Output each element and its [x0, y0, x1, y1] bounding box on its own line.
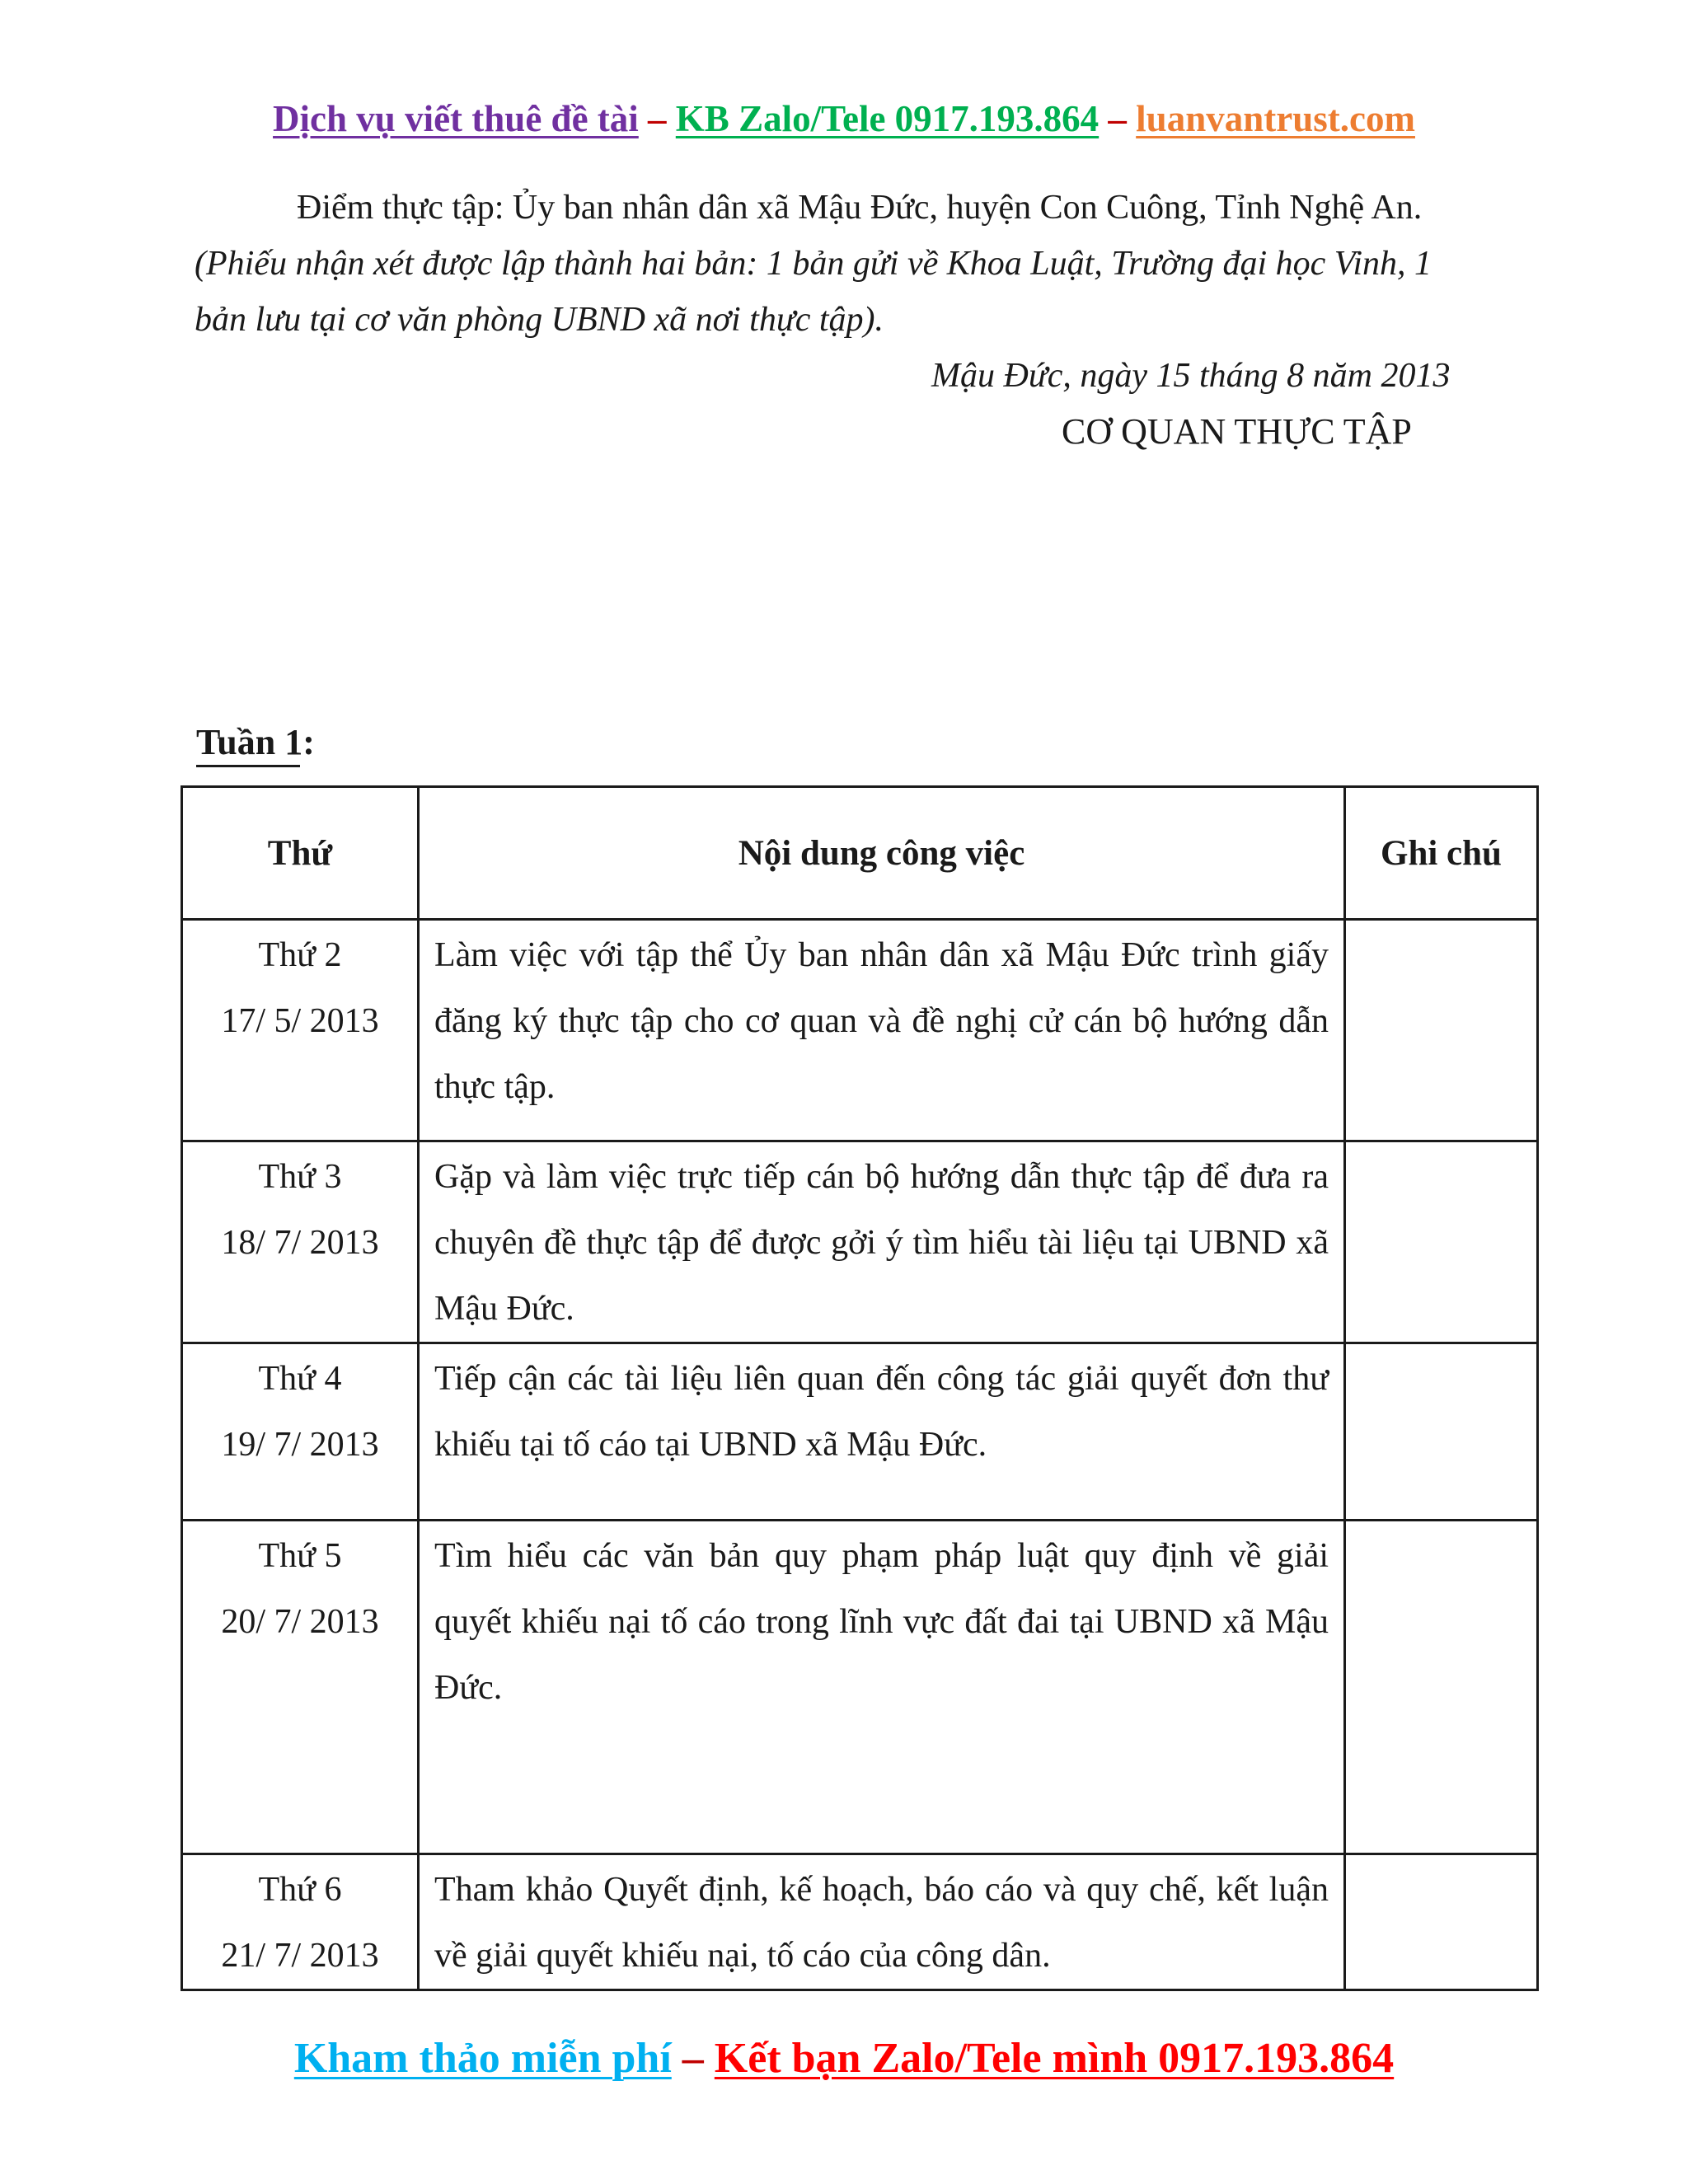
- table-row: [182, 1854, 1538, 1990]
- weekday: Thứ 4: [258, 1360, 342, 1398]
- work-content: Làm việc với tập thể Ủy ban nhân dân xã Mậu Đức trình giấy đăng ký thực tập cho cơ quan và đề nghị cử cán bộ hướng dẫn thực tập.: [419, 920, 1345, 1141]
- header-content: Nội dung công việc: [419, 787, 1345, 920]
- weekday: Thứ 2: [258, 936, 342, 974]
- table-row: [182, 1343, 1538, 1521]
- day-cell: [182, 1521, 419, 1854]
- intern-place-text: Điểm thực tập: Ủy ban nhân dân xã Mậu Đức, huyện Con Cuông, Tỉnh Nghệ An.: [297, 189, 1423, 227]
- table-row: [182, 1521, 1538, 1854]
- contact-link[interactable]: KB Zalo/Tele 0917.193.864: [675, 98, 1100, 139]
- weekday: Thứ 5: [258, 1537, 342, 1575]
- place-date-line: Mậu Đức, ngày 15 tháng 8 năm 2013: [931, 357, 1451, 395]
- add-friend-link[interactable]: Kết bạn Zalo/Tele mình 0917.193.864: [714, 2035, 1395, 2082]
- weekly-schedule-table: [181, 785, 1539, 1991]
- note-cell: [1345, 1141, 1538, 1343]
- header-day: Thứ: [182, 787, 419, 920]
- note-cell: [1345, 920, 1538, 1141]
- agency-signature-title: CƠ QUAN THỰC TẬP: [1062, 411, 1412, 452]
- date: 18/ 7/ 2013: [221, 1224, 379, 1262]
- banner-separator: –: [671, 2035, 715, 2082]
- table-header-row: [182, 787, 1538, 920]
- table-row: [182, 1141, 1538, 1343]
- note-cell: [1345, 1343, 1538, 1521]
- table-row: [182, 920, 1538, 1141]
- copies-note-line-2: bản lưu tại cơ văn phòng UBND xã nơi thực tập).: [195, 301, 884, 339]
- work-content: Gặp và làm việc trực tiếp cán bộ hướng dẫn thực tập để đưa ra chuyên đề thực tập để được gởi ý tìm hiểu tài liệu tại UBND xã Mậu Đức.: [419, 1141, 1345, 1343]
- weekday: Thứ 6: [258, 1871, 342, 1909]
- note-cell: [1345, 1854, 1538, 1990]
- bottom-banner: [0, 2034, 1688, 2083]
- top-banner: [0, 97, 1688, 140]
- week-heading-underline: [196, 765, 300, 767]
- day-cell: [182, 920, 419, 1141]
- banner-separator: –: [638, 98, 676, 139]
- free-reference-link[interactable]: Kham thảo miễn phí: [293, 2035, 672, 2082]
- note-cell: [1345, 1521, 1538, 1854]
- day-cell: [182, 1854, 419, 1990]
- work-content: Tìm hiểu các văn bản quy phạm pháp luật quy định về giải quyết khiếu nại tố cáo trong lĩnh vực đất đai tại UBND xã Mậu Đức.: [419, 1521, 1345, 1854]
- date: 19/ 7/ 2013: [221, 1426, 379, 1464]
- day-cell: [182, 1141, 419, 1343]
- week-heading: Tuần 1:: [196, 722, 315, 762]
- service-link[interactable]: Dịch vụ viết thuê đề tài: [273, 98, 639, 139]
- website-link[interactable]: luanvantrust.com: [1136, 98, 1415, 139]
- work-content: Tham khảo Quyết định, kế hoạch, báo cáo và quy chế, kết luận về giải quyết khiếu nại, tố cáo của công dân.: [419, 1854, 1345, 1990]
- date: 20/ 7/ 2013: [221, 1603, 379, 1641]
- weekday: Thứ 3: [258, 1158, 342, 1196]
- banner-separator: –: [1099, 98, 1137, 139]
- copies-note-line-1: (Phiếu nhận xét được lập thành hai bản: 1 bản gửi về Khoa Luật, Trường đại học Vinh, 1: [195, 245, 1432, 283]
- work-content: Tiếp cận các tài liệu liên quan đến công tác giải quyết đơn thư khiếu tại tố cáo tại UBND xã Mậu Đức.: [419, 1343, 1345, 1521]
- header-note: Ghi chú: [1345, 787, 1538, 920]
- day-cell: [182, 1343, 419, 1521]
- date: 21/ 7/ 2013: [221, 1937, 379, 1975]
- date: 17/ 5/ 2013: [221, 1002, 379, 1040]
